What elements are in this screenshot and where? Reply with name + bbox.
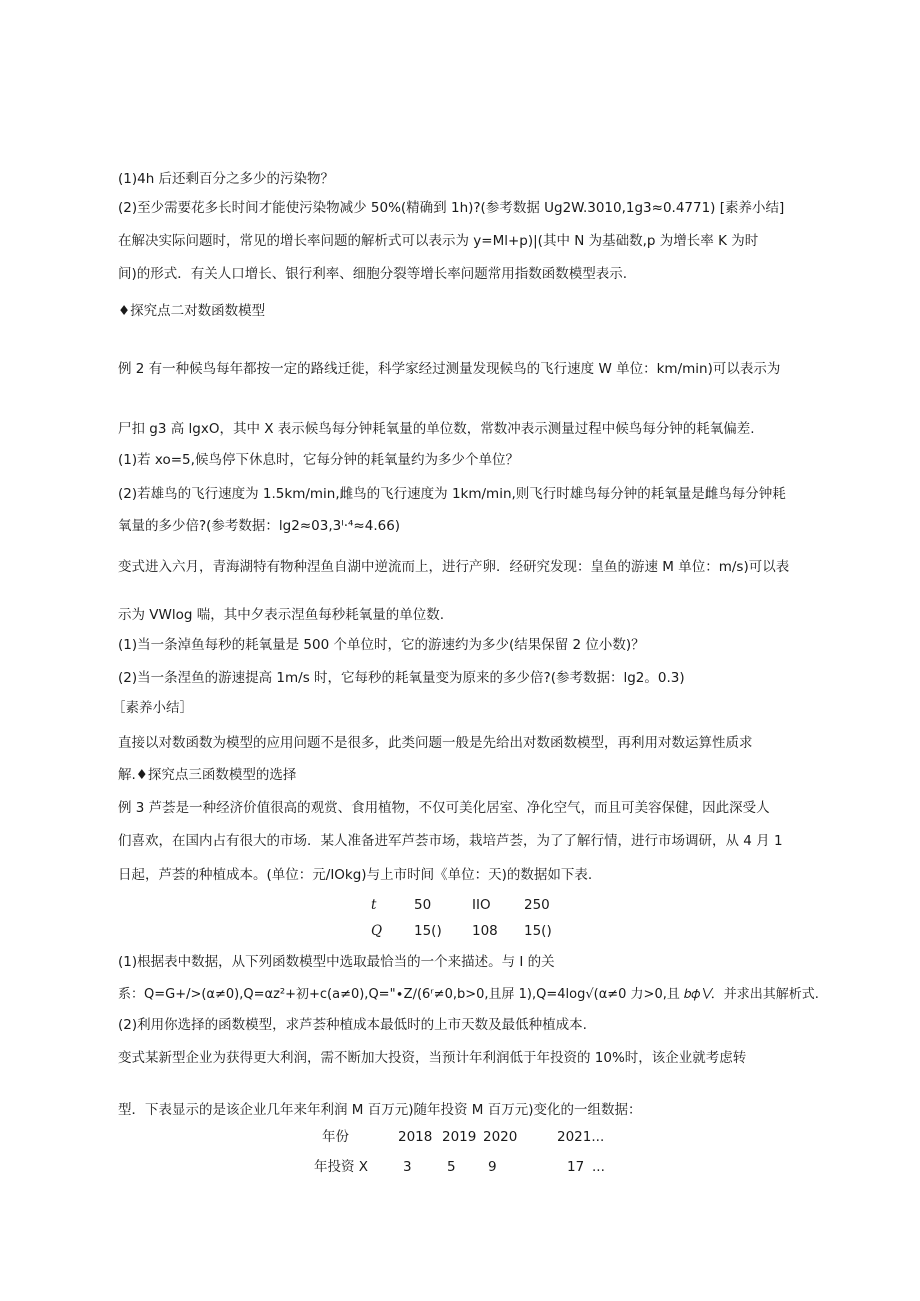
summary-text-line: 直接以对数函数为模型的应用问题不是很多，此类问题一般是先给出对数函数模型，再利用对数运算性质求 — [118, 735, 753, 751]
table-cell: 3 — [403, 1159, 412, 1175]
data-table-row — [0, 922, 920, 940]
data-table-row — [0, 1128, 920, 1146]
data-table-row — [0, 896, 920, 914]
question-2-line: (2)至少需要花多长时间才能使污染物减少 50%(精确到 1h)?(参考数据 Ug2W.3010,1g3≈0.4771) [素养小结] — [118, 200, 785, 216]
summary-text-line: 在解决实际问题时，常见的增长率问题的解析式可以表示为 y=Ml+p)|(其中 N 为基础数,p 为增长率 K 为时 — [118, 233, 759, 249]
example-2-line: 尸扣 g3 高 lgxO，其中 X 表示候鸟每分钟耗氧量的单位数，常数冲表示测量过程中候鸟每分钟的耗氧偏差. — [118, 421, 755, 437]
example-3-line: 日起，芦荟的种植成本。(单位：元/IOkg)与上市时间《单位：天)的数据如下表. — [118, 867, 593, 883]
table-cell: 5 — [447, 1159, 456, 1175]
table-cell: t — [371, 897, 377, 913]
question-2-line: (2)当一条涅鱼的游速提高 1m/s 时，它每秒的耗氧量变为原来的多少倍?(参考数据：lg2。0.3) — [118, 670, 685, 686]
table-cell: 108 — [472, 923, 498, 939]
question-2-line: (2)若雄鸟的飞行速度为 1.5km∕min,雌鸟的飞行速度为 1km∕min,则飞行时雄鸟每分钟的耗氧量是雌鸟每分钟耗 — [118, 486, 786, 502]
example-3-line: 们喜欢，在国内占有很大的市场．某人准备进军芦荟市场，栽培芦荟，为了了解行情，进行市场调研，从 4 月 1 — [118, 833, 783, 849]
table-cell: ... — [592, 1159, 605, 1175]
question-1-line: (1)当一条淖鱼每秒的耗氧量是 500 个单位时，它的游速约为多少(结果保留 2 位小数)？ — [118, 637, 645, 653]
table-cell: 年份 — [322, 1129, 349, 1145]
data-table-row — [0, 1158, 920, 1176]
variant-line: 示为 VWlog 喘，其中夕表示涅鱼每秒耗氧量的单位数. — [118, 607, 445, 623]
table-cell: 2021... — [557, 1129, 605, 1145]
question-1-line: 系：Q=G+/>(α≠0),Q=αz²+初+c(a≠0),Q="∙Z∕(6ʳ≠0,b>0,且屏 1),Q=4log√(α≠0 力>0,且 𝑏𝜙∖⁄．并求出其解析式. — [118, 987, 819, 1002]
variant-line: 型．下表显示的是该企业几年来年利润 M 百万元)随年投资 M 百万元)变化的一组数据： — [118, 1102, 642, 1118]
table-cell: 15() — [414, 923, 442, 939]
table-cell: 15() — [524, 923, 552, 939]
table-cell: 年投资 X — [314, 1159, 369, 1175]
question-1-line: (1)若 xo=5,候鸟停下休息时，它每分钟的耗氧量约为多少个单位？ — [118, 452, 519, 468]
variant-line: 变式进入六月，青海湖特有物种涅鱼自湖中逆流而上，进行产卵．经研究发现：皇鱼的游速 M 单位：m∕s)可以表 — [118, 559, 790, 575]
question-2-line: 氧量的多少倍?(参考数据：lg2≈03,3ᴵ·⁴≈4.66) — [118, 518, 401, 534]
table-cell: 2020 — [483, 1129, 518, 1145]
section-heading: ♦探究点二对数函数模型 — [118, 303, 266, 319]
table-cell: 250 — [524, 897, 550, 913]
example-3-line: 例 3 芦荟是一种经济价值很高的观赏、食用植物，不仅可美化居室、净化空气，而且可美容保健，因此深受人 — [118, 800, 770, 816]
table-cell: 50 — [414, 897, 432, 913]
question-2-line: (2)利用你选择的函数模型，求芦荟种植成本最低时的上市天数及最低种植成本. — [118, 1017, 587, 1033]
variant-line: 变式某新型企业为获得更大利润，需不断加大投资，当预计年利润低于年投资的 10%时，该企业就考虑转 — [118, 1050, 747, 1066]
summary-heading: ［素养小结］ — [112, 700, 193, 716]
table-cell: IIO — [472, 897, 491, 913]
table-cell: 2018 — [398, 1129, 433, 1145]
question-1-line: (1)根据表中数据，从下列函数模型中选取最恰当的一个来描述。与 I 的关 — [118, 954, 555, 970]
summary-text-line: 间)的形式．有关人口增长、银行利率、细胞分裂等增长率问题常用指数函数模型表示. — [118, 266, 628, 282]
table-cell: 9 — [488, 1159, 497, 1175]
question-1-line: (1)4h 后还剩百分之多少的污染物？ — [118, 171, 335, 187]
table-cell: Q — [371, 923, 383, 939]
section-heading: 解.♦探究点三函数模型的选择 — [118, 767, 297, 783]
table-cell: 17 — [567, 1159, 585, 1175]
example-2-line: 例 2 有一种候鸟每年都按一定的路线迁徙，科学家经过测量发现候鸟的飞行速度 W 单位：km∕min)可以表示为 — [118, 361, 781, 377]
table-cell: 2019 — [442, 1129, 477, 1145]
